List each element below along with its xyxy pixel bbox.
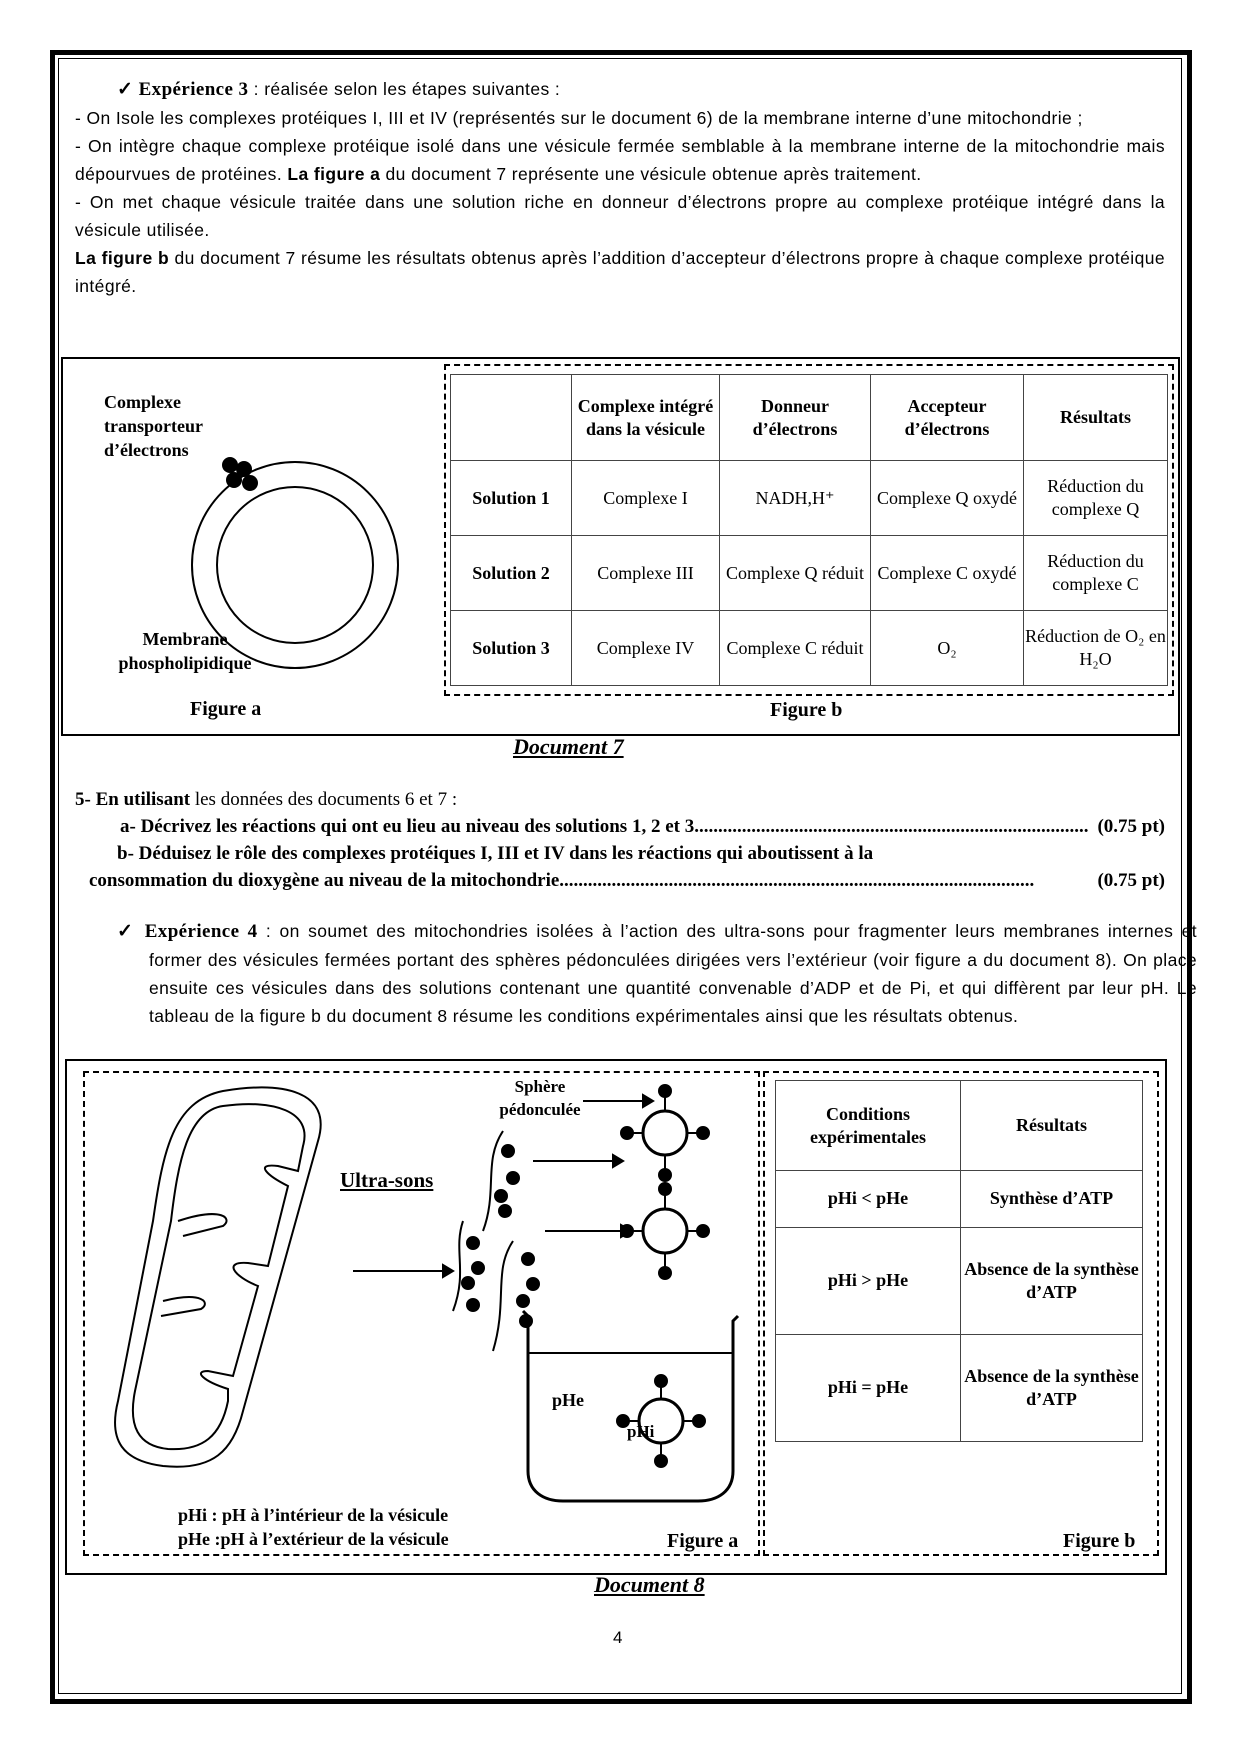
complex-label: Complexe transporteur d’électrons xyxy=(104,392,203,460)
table-row: pHi > pHe Absence de la synthèse d’ATP xyxy=(776,1227,1143,1334)
ph-legend: pHi : pH à l’intérieur de la vésicule pHe :pH à l’extérieur de la vésicule xyxy=(178,1505,449,1549)
ultrasound-label: Ultra-sons xyxy=(340,1168,434,1192)
phi-label: pHi xyxy=(627,1422,655,1441)
table-row: pHi < pHe Synthèse d’ATP xyxy=(776,1171,1143,1228)
step-4: La figure b du document 7 résume les résultats obtenus après l’addition d’accepteur d’électrons propre à chaque complexe protéique intégré. xyxy=(75,248,1165,296)
page-number: 4 xyxy=(613,1628,623,1647)
figure-b-caption: Figure b xyxy=(770,699,843,721)
mitochondrion-icon xyxy=(115,1088,321,1467)
table-row: pHi = pHe Absence de la synthèse d’ATP xyxy=(776,1334,1143,1441)
experience-3-intro: : réalisée selon les étapes suivantes : xyxy=(248,79,561,99)
transporter-complex-icon xyxy=(222,457,238,473)
experience-3-text xyxy=(75,75,1165,300)
step-1: - On Isole les complexes protéiques I, III et IV (représentés sur le document 6) de la membrane interne d’une mitochondrie ; xyxy=(75,108,1083,128)
question-5b: b- Déduisez le rôle des complexes protéiques I, III et IV dans les réactions qui aboutissent à la xyxy=(117,843,874,864)
figure-a-caption: Figure a xyxy=(667,1530,739,1552)
check-icon: ✓ xyxy=(117,921,137,942)
table-row: Solution 1 Complexe I NADH,H⁺ Complexe Q oxydé Réduction du complexe Q xyxy=(451,461,1168,536)
document-7-title: Document 7 xyxy=(513,734,624,759)
table-row: Solution 2 Complexe III Complexe Q réduit Complexe C oxydé Réduction du complexe C xyxy=(451,536,1168,611)
figure-a-caption: Figure a xyxy=(190,698,262,720)
table-header-row: Complexe intégré dans la vésicule Donneur d’électrons Accepteur d’électrons Résultats xyxy=(451,375,1168,461)
step-2: - On intègre chaque complexe protéique isolé dans une vésicule fermée semblable à la membrane interne de la mitochondrie mais dépourvues de protéines. La figure a du document 7 représente une vésicule obtenue après traitement. xyxy=(75,136,1165,184)
question-5: 5- En utilisant les données des documents 6 et 7 : a- Décrivez les réactions qui ont eu lieu au niveau des solutions 1, 2 et 3. .................................................................................. (0.75 pt) b- Déduisez le rôle des complexes protéiques I, III et IV dans les réactions qui aboutissent à la consommation du dioxygène au niveau de la mitochondrie. ................................................................................................... (0.75 pt) xyxy=(75,789,1165,891)
phe-label: pHe xyxy=(552,1390,585,1410)
ph-results-table xyxy=(775,1080,1143,1442)
membrane-fragments-icon xyxy=(453,1131,539,1351)
ultrasound-diagram xyxy=(83,1071,756,1552)
check-icon: ✓ xyxy=(117,79,134,100)
electron-transfer-table xyxy=(450,374,1168,686)
experience-4-text: ✓ Expérience 4 : on soumet des mitochondries isolées à l’action des ultra-sons pour fragmenter leurs membranes internes et former des vésicules fermées portant des sphères pédonculées dirigées vers l’extérieur (voir figure a du document 8). On place ensuite ces vésicules dans des solutions contenant une quantité convenable d’ADP et de Pi, et qui diffèrent par leur pH. Le tableau de la figure b du document 8 résume les conditions expérimentales ainsi que les résultats obtenus. xyxy=(117,921,1198,1026)
table-header-row: Conditions expérimentales Résultats xyxy=(776,1081,1143,1171)
step-3: - On met chaque vésicule traitée dans une solution riche en donneur d’électrons propre au complexe protéique intégré dans la vésicule utilisée. xyxy=(75,192,1165,240)
figure-b-caption: Figure b xyxy=(1063,1530,1136,1552)
membrane-label: Membrane phospholipidique xyxy=(118,629,252,673)
table-row: Solution 3 Complexe IV Complexe C réduit O₂ Réduction de O₂ en H₂O xyxy=(451,611,1168,686)
sphere-label: Sphère pédonculée xyxy=(499,1077,581,1119)
experience-3-title: Expérience 3 xyxy=(138,79,249,100)
document-8-title: Document 8 xyxy=(594,1572,705,1597)
question-5a: a- Décrivez les réactions qui ont eu lieu au niveau des solutions 1, 2 et 3. xyxy=(120,816,699,837)
